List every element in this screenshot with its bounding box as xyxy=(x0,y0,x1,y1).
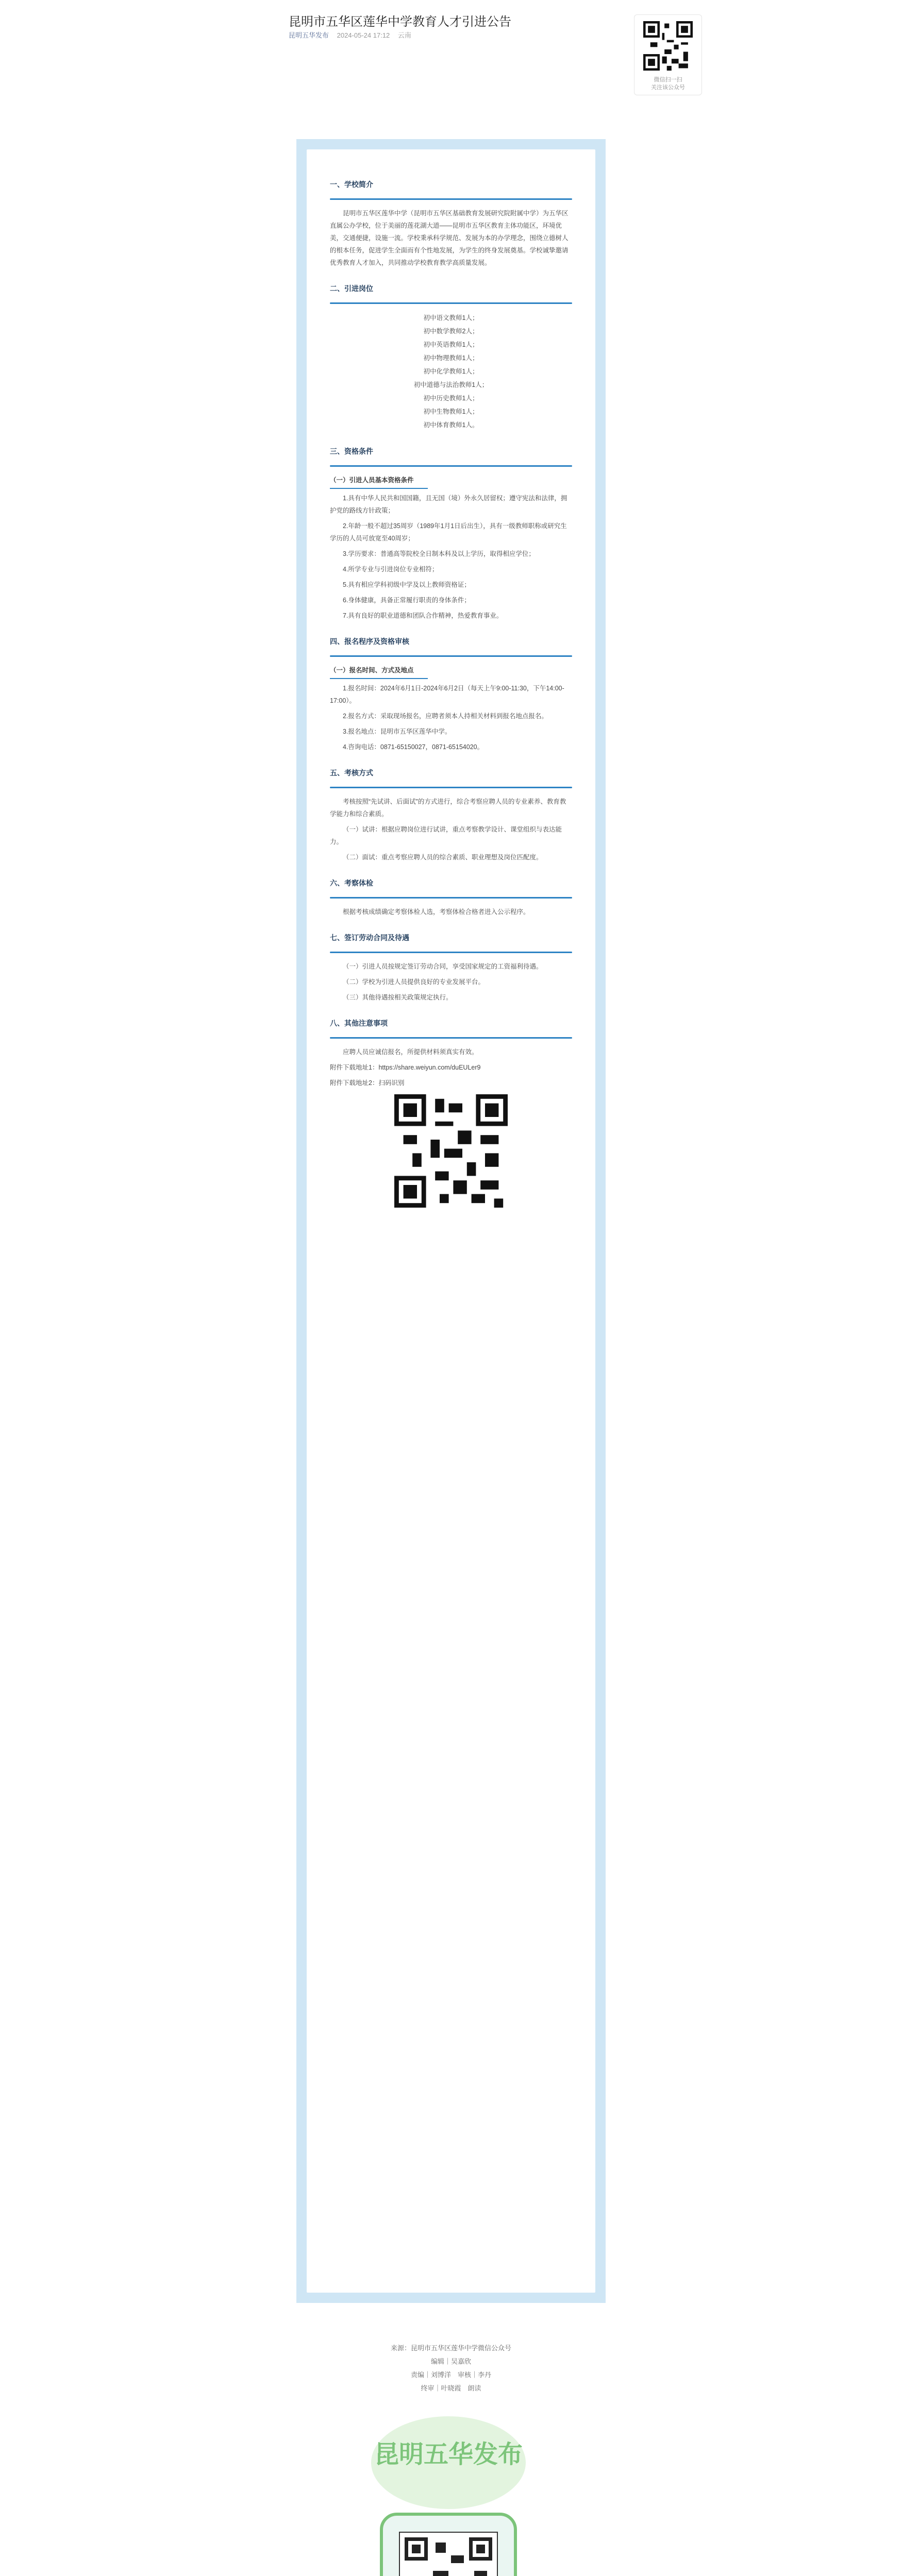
list-item: 初中数学教师2人； xyxy=(423,328,479,335)
author-link[interactable]: 昆明五华发布 xyxy=(289,31,329,39)
section-rule xyxy=(330,787,572,788)
section-rule xyxy=(330,465,572,467)
final-review-line: 终审｜叶晓霞 朗读 xyxy=(421,2384,481,2392)
publish-time: 2024-05-24 17:12 xyxy=(337,31,390,39)
sub-heading: （一）引进人员基本资格条件 xyxy=(330,474,572,489)
editor-line: 编辑｜吴嘉欣 xyxy=(430,2358,471,2365)
list-item: 初中物理教师1人； xyxy=(423,354,479,362)
section-rule xyxy=(330,1037,572,1039)
paragraph: 应聘人员应诚信报名，所提供材料须真实有效。 xyxy=(343,1048,478,1056)
list-item: 初中历史教师1人； xyxy=(423,395,479,402)
paragraph: 1.报名时间：2024年6月1日-2024年6月2日（每天上午9:00-11:30，下午14:00-17:00）。 xyxy=(330,685,564,704)
article-body xyxy=(307,149,595,2293)
qr-caption-2: 关注该公众号 xyxy=(651,84,685,91)
section-rule xyxy=(330,302,572,304)
attachment-qr-icon[interactable] xyxy=(394,1094,508,1208)
section-heading: 六、考察体检 xyxy=(330,879,373,887)
paragraph: （一）引进人员按规定签订劳动合同，享受国家规定的工资福利待遇。 xyxy=(343,963,543,970)
position-list xyxy=(330,311,572,432)
paragraph: 2.年龄一般不超过35周岁（1989年1月1日后出生），具有一级教师职称或研究生学历的人员可放宽至40周岁； xyxy=(330,522,567,542)
paragraph: 2.报名方式：采取现场报名，应聘者须本人持相关材料到报名地点报名。 xyxy=(343,713,548,720)
page-title: 昆明市五华区莲华中学教育人才引进公告 xyxy=(289,15,511,29)
paragraph: 3.报名地点：昆明市五华区莲华中学。 xyxy=(343,728,452,735)
paragraph: 3.学历要求：普通高等院校全日制本科及以上学历，取得相应学位； xyxy=(343,550,535,557)
paragraph: 7.具有良好的职业道德和团队合作精神，热爱教育事业。 xyxy=(343,612,503,619)
list-item: 初中英语教师1人； xyxy=(423,341,479,348)
section-heading: 四、报名程序及资格审核 xyxy=(330,637,409,646)
list-item: 初中生物教师1人； xyxy=(423,408,479,415)
paragraph: 根据考核成绩确定考察体检人选，考察体检合格者进入公示程序。 xyxy=(343,908,530,916)
list-item: 初中语文教师1人； xyxy=(423,314,479,321)
paragraph: （一）试讲：根据应聘岗位进行试讲，重点考察教学设计、课堂组织与表达能力。 xyxy=(330,826,562,845)
qr-code-icon xyxy=(643,21,693,71)
paragraph: （三）其他待遇按相关政策规定执行。 xyxy=(343,994,453,1001)
poster-title: 昆明五华发布 xyxy=(374,2440,523,2469)
section-heading: 二、引进岗位 xyxy=(330,284,373,293)
footer-credits xyxy=(0,2342,902,2395)
paragraph: 昆明市五华区莲华中学（昆明市五华区基础教育发展研究院附属中学）为五华区直属公办学校，位于美丽的莲花湖大道——昆明市五华区教育主体功能区，环境优美，交通便捷，设施一流。学校秉承科学规范、发展为本的办学理念，围绕立德树人的根本任务，促进学生全面而有个性地发展，为学生的终身发展奠基。学校诚挚邀请优秀教育人才加入，共同推动学校教育教学高质量发展。 xyxy=(330,210,569,266)
publish-location: 云南 xyxy=(397,31,411,39)
paragraph: 1.具有中华人民共和国国籍，且无国（境）外永久居留权；遵守宪法和法律，拥护党的路线方针政策； xyxy=(330,495,567,514)
attachment-link[interactable]: 附件下载地址1：https://share.weiyun.com/duEULer9 xyxy=(330,1064,481,1071)
paragraph: 6.身体健康，具备正常履行职责的身体条件； xyxy=(343,597,471,604)
paragraph: 4.所学专业与引进岗位专业相符； xyxy=(343,566,439,573)
paragraph: 5.具有相应学科初级中学及以上教师资格证； xyxy=(343,581,471,588)
section-rule xyxy=(330,897,572,899)
review-line: 责编｜刘博洋 审核｜李丹 xyxy=(410,2371,491,2379)
sub-heading: （一）报名时间、方式及地点 xyxy=(330,664,572,679)
list-item: 初中体育教师1人。 xyxy=(423,421,479,429)
attachment-qr-label: 附件下载地址2：扫码识别 xyxy=(330,1079,405,1087)
paragraph: 4.咨询电话：0871-65150027，0871-65154020。 xyxy=(343,743,484,751)
promo-poster xyxy=(350,2401,546,2576)
section-heading: 五、考核方式 xyxy=(330,769,373,777)
follow-qr-card[interactable] xyxy=(634,14,702,95)
section-rule xyxy=(330,655,572,657)
section-rule xyxy=(330,198,572,200)
paragraph: 考核按照“先试讲、后面试”的方式进行，综合考察应聘人员的专业素养、教育教学能力和综合素质。 xyxy=(330,798,566,818)
paragraph: （二）面试：重点考察应聘人员的综合素质、职业理想及岗位匹配度。 xyxy=(343,854,543,861)
section-heading: 一、学校简介 xyxy=(330,180,373,189)
section-heading: 八、其他注意事项 xyxy=(330,1019,388,1027)
source-line: 来源：昆明市五华区莲华中学微信公众号 xyxy=(390,2344,511,2352)
section-rule xyxy=(330,952,572,953)
list-item: 初中化学教师1人； xyxy=(423,368,479,375)
section-heading: 三、资格条件 xyxy=(330,447,373,455)
section-heading: 七、签订劳动合同及待遇 xyxy=(330,934,409,942)
article-meta xyxy=(289,30,411,40)
article-frame xyxy=(296,139,606,2303)
list-item: 初中道德与法治教师1人； xyxy=(413,381,489,388)
qr-caption-1: 微信扫一扫 xyxy=(654,77,682,83)
paragraph: （二）学校为引进人员提供良好的专业发展平台。 xyxy=(343,978,485,986)
